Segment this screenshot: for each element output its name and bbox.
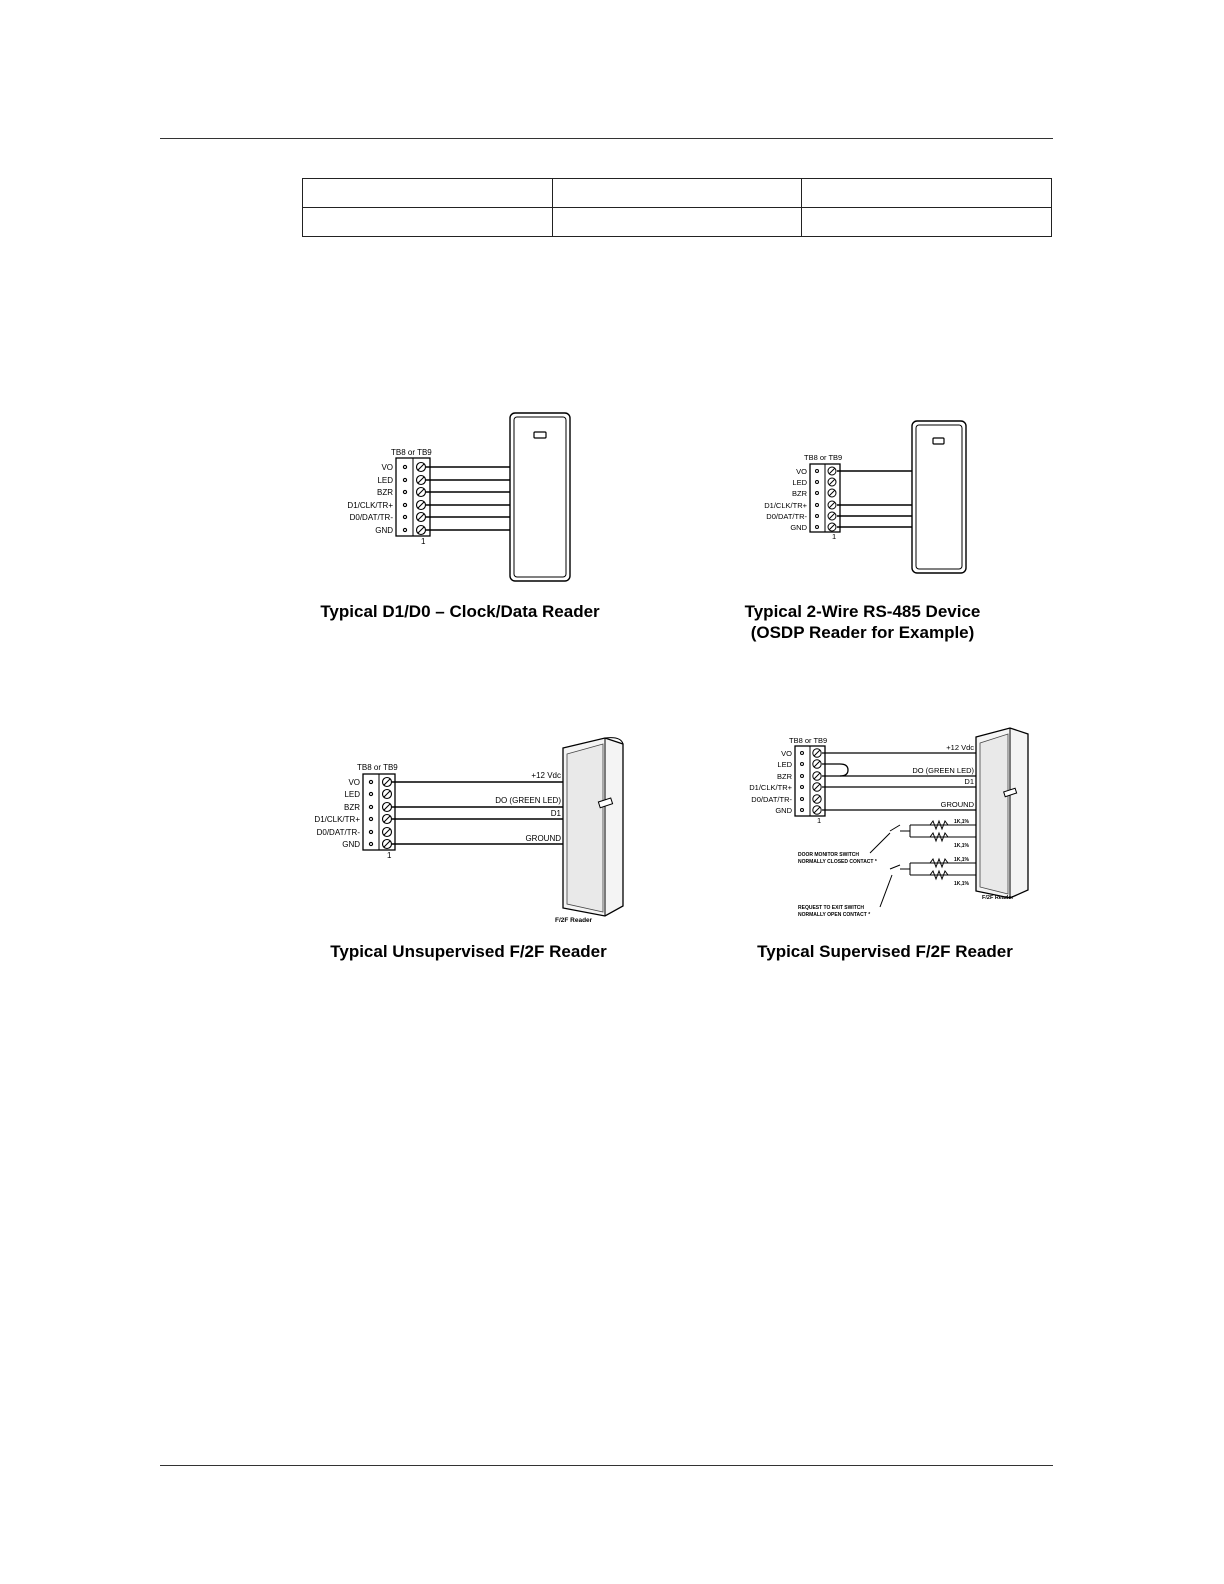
table-cell bbox=[303, 179, 553, 208]
pin-label: VO bbox=[381, 463, 393, 472]
figure-4-caption: Typical Supervised F/2F Reader bbox=[757, 942, 1013, 961]
wire-label: D1 bbox=[550, 809, 561, 818]
pin-one-marker: 1 bbox=[421, 537, 426, 546]
pin-label: VO bbox=[781, 749, 792, 758]
terminal-pins bbox=[314, 778, 360, 849]
door-switch-note-line2: NORMALLY CLOSED CONTACT * bbox=[798, 859, 877, 865]
rs485-wiring-diagram bbox=[760, 418, 970, 578]
rex-switch-note-line2: NORMALLY OPEN CONTACT * bbox=[798, 912, 871, 918]
resistor-labels bbox=[954, 819, 970, 887]
pin-label: GND bbox=[775, 806, 792, 815]
pin-label: D0/DAT/TR- bbox=[766, 512, 807, 521]
resistor-label: 1K,1% bbox=[954, 819, 970, 825]
figure-rs485-device bbox=[760, 418, 970, 578]
terminal-pins bbox=[764, 467, 807, 532]
switch-notes bbox=[798, 852, 877, 918]
wire-label: GROUND bbox=[940, 800, 974, 809]
pin-label: GND bbox=[790, 523, 807, 532]
pin-label: LED bbox=[344, 790, 360, 799]
spec-table bbox=[302, 178, 1052, 237]
table-cell bbox=[552, 179, 802, 208]
resistor-label: 1K,1% bbox=[954, 843, 970, 849]
pin-one-marker: 1 bbox=[387, 851, 392, 860]
pin-label: VO bbox=[348, 778, 360, 787]
pin-label: D1/CLK/TR+ bbox=[749, 783, 792, 792]
figure-unsupervised-f2f-reader bbox=[305, 730, 645, 930]
pin-label: D1/CLK/TR+ bbox=[347, 501, 393, 510]
figure-supervised-f2f-reader bbox=[740, 725, 1040, 925]
figure-2-caption-line2: (OSDP Reader for Example) bbox=[750, 623, 975, 642]
reader-label: F/2F Reader bbox=[982, 895, 1014, 901]
table-row bbox=[303, 208, 1052, 237]
figure-clock-data-reader bbox=[340, 410, 580, 585]
table-cell bbox=[552, 208, 802, 237]
rex-switch-arrow bbox=[880, 875, 892, 907]
pin-label: BZR bbox=[792, 489, 807, 498]
pin-label: BZR bbox=[377, 488, 393, 497]
wire-label: +12 Vdc bbox=[946, 743, 974, 752]
table-cell bbox=[802, 179, 1052, 208]
reader-label: F/2F Reader bbox=[555, 917, 593, 924]
terminal-block-header: TB8 or TB9 bbox=[391, 448, 432, 457]
figure-1-caption: Typical D1/D0 – Clock/Data Reader bbox=[320, 602, 600, 621]
wires bbox=[426, 467, 510, 530]
resistor-label: 1K,1% bbox=[954, 881, 970, 887]
card-reader bbox=[510, 413, 570, 581]
resistor-label: 1K,1% bbox=[954, 857, 970, 863]
pin-label: GND bbox=[375, 526, 393, 535]
figure-2-caption bbox=[710, 601, 1015, 643]
table-row bbox=[303, 179, 1052, 208]
pin-one-marker: 1 bbox=[832, 532, 837, 541]
wire-label: GROUND bbox=[525, 834, 561, 843]
figure-3-caption: Typical Unsupervised F/2F Reader bbox=[330, 942, 607, 961]
clock-data-wiring-diagram bbox=[340, 410, 580, 585]
terminal-block-header: TB8 or TB9 bbox=[357, 763, 398, 772]
table-cell bbox=[303, 208, 553, 237]
door-switch-icon bbox=[890, 825, 900, 831]
pin-label: D0/DAT/TR- bbox=[349, 513, 393, 522]
pin-label: LED bbox=[777, 760, 792, 769]
pin-label: LED bbox=[792, 478, 807, 487]
card-reader bbox=[912, 421, 966, 573]
f2f-reader bbox=[563, 738, 623, 916]
pin-label: GND bbox=[342, 840, 360, 849]
pin-label: D0/DAT/TR- bbox=[316, 828, 360, 837]
table-cell bbox=[802, 208, 1052, 237]
rex-switch-icon bbox=[890, 865, 900, 869]
footer-rule bbox=[160, 1465, 1053, 1466]
pin-label: D0/DAT/TR- bbox=[751, 795, 792, 804]
pin-label: LED bbox=[377, 476, 393, 485]
unsupervised-f2f-wiring-diagram bbox=[305, 730, 645, 930]
pin-label: D1/CLK/TR+ bbox=[764, 501, 807, 510]
wire-label: +12 Vdc bbox=[531, 771, 561, 780]
pin-label: D1/CLK/TR+ bbox=[314, 815, 360, 824]
figure-2-caption-line1: Typical 2-Wire RS-485 Device bbox=[744, 602, 981, 621]
terminal-pins bbox=[347, 463, 393, 535]
pin-one-marker: 1 bbox=[817, 816, 822, 825]
terminal-block-header: TB8 or TB9 bbox=[804, 453, 843, 462]
wire-label: DO (GREEN LED) bbox=[495, 796, 561, 805]
supervised-f2f-wiring-diagram bbox=[740, 725, 1040, 925]
terminal-pins bbox=[749, 749, 792, 815]
pin-label: BZR bbox=[777, 772, 792, 781]
door-switch-arrow bbox=[870, 833, 890, 853]
wire-label: DO (GREEN LED) bbox=[912, 766, 974, 775]
door-switch-note-line1: DOOR MONITOR SWITCH bbox=[798, 852, 860, 858]
pin-label: VO bbox=[796, 467, 807, 476]
header-rule bbox=[160, 138, 1053, 139]
terminal-block-header: TB8 or TB9 bbox=[789, 736, 828, 745]
pin-label: BZR bbox=[344, 803, 360, 812]
rex-switch-note-line1: REQUEST TO EXIT SWITCH bbox=[798, 905, 865, 911]
f2f-reader bbox=[976, 728, 1028, 898]
wire-label: D1 bbox=[964, 777, 974, 786]
wires bbox=[837, 471, 912, 527]
